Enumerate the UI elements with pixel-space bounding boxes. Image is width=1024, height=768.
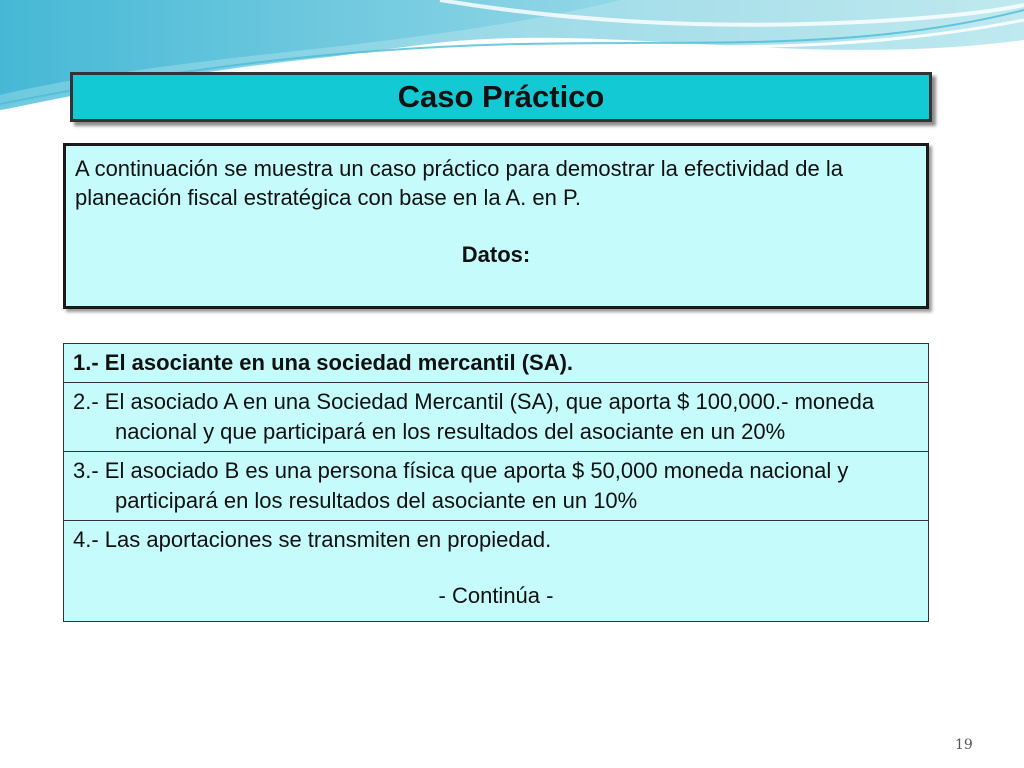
intro-box bbox=[63, 143, 929, 309]
table-cell bbox=[64, 521, 929, 622]
continua-label: - Continúa - bbox=[438, 583, 554, 608]
slide-title: Caso Práctico bbox=[70, 72, 932, 122]
table-row bbox=[64, 452, 929, 521]
page-number: 19 bbox=[955, 737, 973, 753]
table-cell bbox=[64, 452, 929, 521]
datos-label: Datos: bbox=[461, 242, 531, 267]
intro-text: A continuación se muestra un caso práctico para demostrar la efectividad de la planeación fiscal estratégica con base en la A. en P. bbox=[75, 156, 843, 210]
table-row bbox=[64, 521, 929, 622]
table-cell bbox=[64, 383, 929, 452]
data-table bbox=[63, 343, 929, 622]
table-row bbox=[64, 344, 929, 383]
item-4-text: 4.- Las aportaciones se transmiten en propiedad. bbox=[73, 527, 552, 552]
table-row bbox=[64, 383, 929, 452]
table-cell bbox=[64, 344, 929, 383]
item-2-text: 2.- El asociado A en una Sociedad Mercantil (SA), que aporta $ 100,000.- moneda nacional y que participará en los resultados del asociante en un 20% bbox=[73, 389, 875, 444]
item-1-text: 1.- El asociante en una sociedad mercantil (SA). bbox=[73, 350, 574, 375]
item-3-text: 3.- El asociado B es una persona física que aporta $ 50,000 moneda nacional y participará en los resultados del asociante en un 10% bbox=[73, 458, 849, 513]
